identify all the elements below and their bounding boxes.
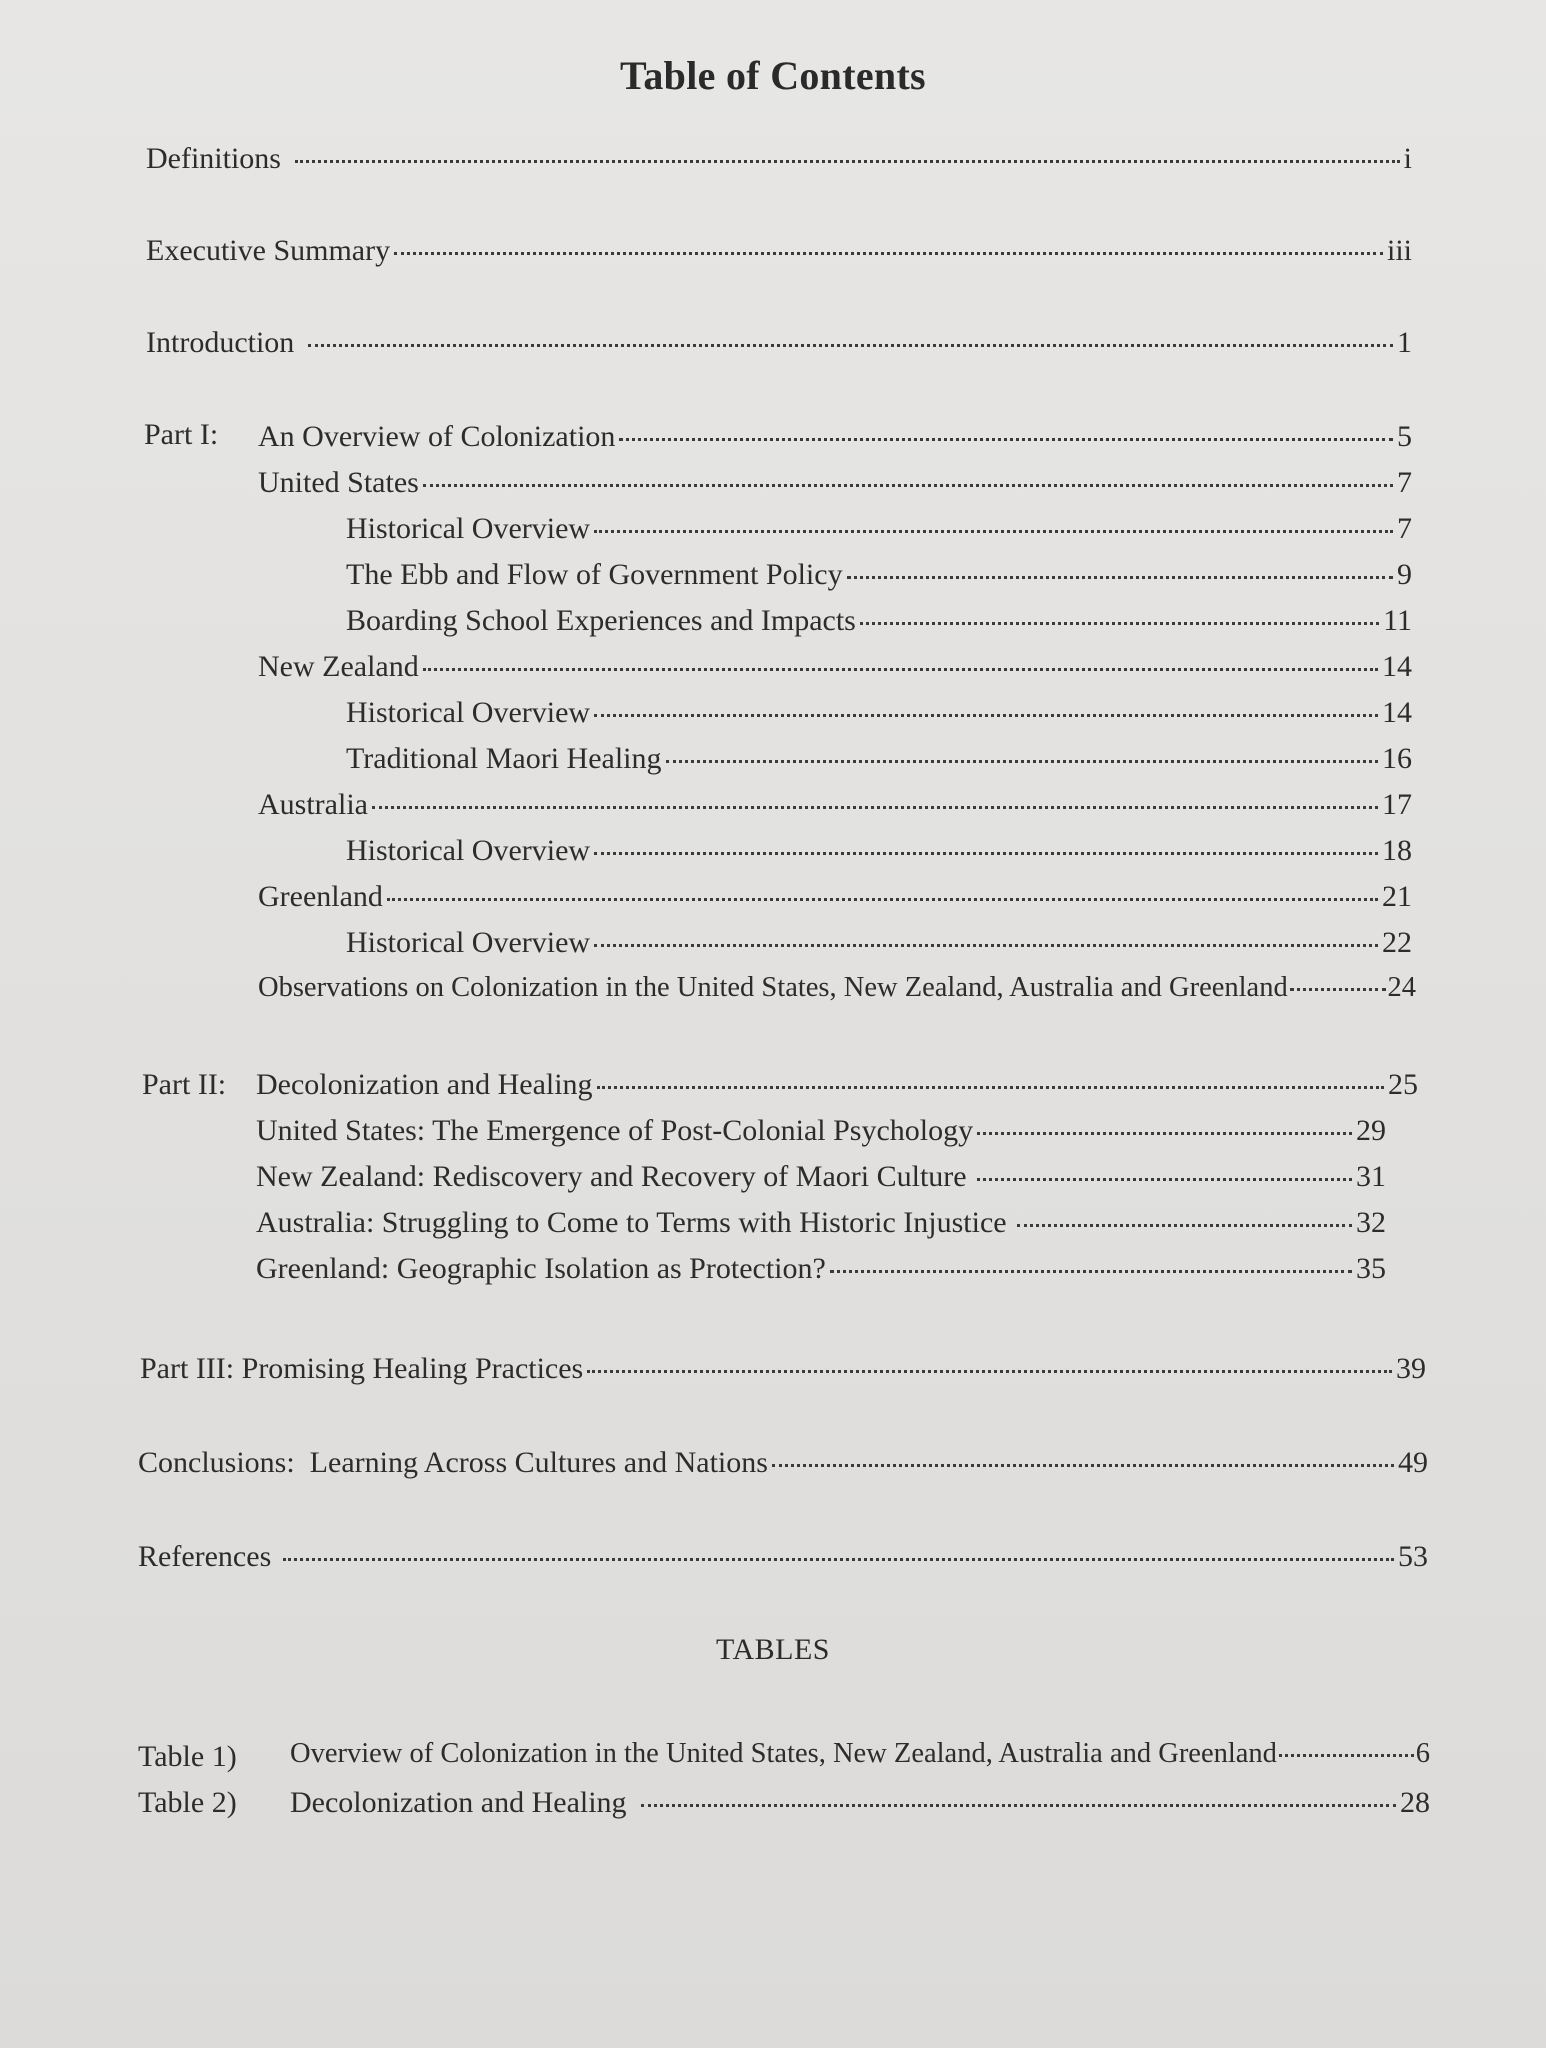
toc-page-number: 25 <box>1388 1068 1418 1101</box>
dot-leader <box>1017 1224 1352 1227</box>
toc-entry-introduction <box>146 326 1412 360</box>
toc-label: Boarding School Experiences and Impacts <box>346 604 856 637</box>
toc-label: Australia: Struggling to Come to Terms with Historic Injustice <box>256 1206 1007 1239</box>
toc-label: Overview of Colonization in the United States, New Zealand, Australia and Greenland <box>290 1738 1277 1769</box>
toc-page-number: 53 <box>1398 1540 1428 1573</box>
dot-leader <box>423 484 1393 487</box>
toc-label: Observations on Colonization in the United States, New Zealand, Australia and Greenland <box>258 972 1288 1003</box>
toc-entry-part-iii <box>140 1352 1426 1386</box>
toc-entry-table-1 <box>290 1738 1430 1770</box>
toc-entry-au-historical-overview <box>346 834 1412 868</box>
toc-label: Greenland <box>258 880 383 913</box>
toc-entry-boarding-school <box>346 604 1412 638</box>
toc-page-number: 6 <box>1415 1738 1430 1769</box>
dot-leader <box>847 576 1393 579</box>
toc-entry-definitions <box>146 142 1412 176</box>
toc-label: An Overview of Colonization <box>258 420 616 453</box>
toc-label: Australia <box>258 788 368 821</box>
toc-label: United States: The Emergence of Post-Colonial Psychology <box>256 1114 974 1147</box>
toc-page-number: 14 <box>1382 696 1412 729</box>
toc-entry-greenland <box>258 880 1412 914</box>
toc-page-number: 24 <box>1387 972 1416 1003</box>
dot-leader <box>977 1178 1352 1181</box>
dot-leader <box>860 622 1379 625</box>
toc-label: Historical Overview <box>346 834 591 867</box>
dot-leader <box>594 530 1393 533</box>
table-2-number: Table 2) <box>138 1786 237 1819</box>
toc-entry-part-i <box>258 420 1412 454</box>
toc-entry-us-historical-overview <box>346 512 1412 546</box>
dot-leader <box>372 806 1378 809</box>
toc-entry-references <box>138 1540 1428 1574</box>
toc-page-number: 16 <box>1382 742 1412 775</box>
toc-label: Historical Overview <box>346 696 591 729</box>
toc-entry-gl-historical-overview <box>346 926 1412 960</box>
toc-page-number: 35 <box>1356 1252 1386 1285</box>
dot-leader <box>283 1558 1394 1561</box>
toc-page-number: 14 <box>1382 650 1412 683</box>
toc-label: Part III: Promising Healing Practices <box>140 1352 584 1385</box>
dot-leader <box>597 1086 1384 1089</box>
toc-entry-au-struggling <box>256 1206 1386 1240</box>
toc-page-number: 7 <box>1397 512 1412 545</box>
toc-entry-us-post-colonial <box>256 1114 1386 1148</box>
table-1-number: Table 1) <box>138 1740 237 1773</box>
toc-page-number: 18 <box>1382 834 1412 867</box>
toc-page-number: i <box>1403 142 1412 175</box>
dot-leader <box>594 944 1378 947</box>
dot-leader <box>830 1270 1352 1273</box>
toc-entry-observations <box>258 972 1416 1004</box>
toc-page-number: 22 <box>1382 926 1412 959</box>
toc-page-number: 1 <box>1397 326 1412 359</box>
dot-leader <box>587 1370 1392 1373</box>
toc-page-number: 21 <box>1382 880 1412 913</box>
toc-entry-nz-rediscovery <box>256 1160 1386 1194</box>
toc-label: Decolonization and Healing <box>256 1068 593 1101</box>
toc-page-number: 28 <box>1400 1786 1430 1819</box>
dot-leader <box>295 160 1400 163</box>
toc-page-number: 17 <box>1382 788 1412 821</box>
page-title: Table of Contents <box>620 53 926 98</box>
toc-entry-part-ii <box>256 1068 1418 1102</box>
dot-leader <box>1290 988 1386 991</box>
part-ii-label: Part II: <box>142 1068 227 1101</box>
tables-heading: TABLES <box>716 1633 830 1666</box>
dot-leader <box>666 760 1378 763</box>
toc-label: United States <box>258 466 419 499</box>
dot-leader <box>977 1132 1352 1135</box>
toc-page-number: 29 <box>1356 1114 1386 1147</box>
dot-leader <box>308 344 1393 347</box>
toc-entry-nz-historical-overview <box>346 696 1412 730</box>
toc-label: The Ebb and Flow of Government Policy <box>346 558 843 591</box>
toc-entry-executive-summary <box>146 234 1412 268</box>
toc-page-number: 5 <box>1397 420 1412 453</box>
toc-label: Decolonization and Healing <box>290 1786 627 1819</box>
toc-label: Definitions <box>146 142 281 175</box>
toc-label: New Zealand <box>258 650 419 683</box>
toc-label: Traditional Maori Healing <box>346 742 662 775</box>
part-i-label: Part I: <box>144 418 219 451</box>
toc-label: Conclusions: Learning Across Cultures and Nations <box>138 1446 768 1479</box>
toc-label: Greenland: Geographic Isolation as Protection? <box>256 1252 826 1285</box>
toc-label: Historical Overview <box>346 926 591 959</box>
dot-leader <box>641 1804 1396 1807</box>
toc-page-number: 11 <box>1383 604 1412 637</box>
toc-entry-new-zealand <box>258 650 1412 684</box>
toc-page-number: 7 <box>1397 466 1412 499</box>
dot-leader <box>423 668 1378 671</box>
toc-page-number: 39 <box>1396 1352 1426 1385</box>
toc-label: Executive Summary <box>146 234 391 267</box>
toc-label: New Zealand: Rediscovery and Recovery of Maori Culture <box>256 1160 967 1193</box>
dot-leader <box>619 438 1393 441</box>
toc-label: References <box>138 1540 272 1573</box>
dot-leader <box>594 852 1378 855</box>
dot-leader <box>394 252 1383 255</box>
toc-entry-table-2 <box>290 1786 1430 1820</box>
toc-page-number: 31 <box>1356 1160 1386 1193</box>
toc-page-number: 9 <box>1397 558 1412 591</box>
dot-leader <box>1279 1754 1414 1757</box>
dot-leader <box>594 714 1378 717</box>
toc-entry-maori-healing <box>346 742 1412 776</box>
toc-label: Introduction <box>146 326 295 359</box>
toc-entry-conclusions <box>138 1446 1428 1480</box>
toc-entry-united-states <box>258 466 1412 500</box>
toc-entry-australia <box>258 788 1412 822</box>
toc-entry-ebb-and-flow <box>346 558 1412 592</box>
toc-label: Historical Overview <box>346 512 591 545</box>
dot-leader <box>387 898 1378 901</box>
toc-entry-gl-isolation <box>256 1252 1386 1286</box>
toc-page-number: 32 <box>1356 1206 1386 1239</box>
toc-page-number: iii <box>1386 234 1412 267</box>
toc-page-number: 49 <box>1398 1446 1428 1479</box>
dot-leader <box>772 1464 1394 1467</box>
